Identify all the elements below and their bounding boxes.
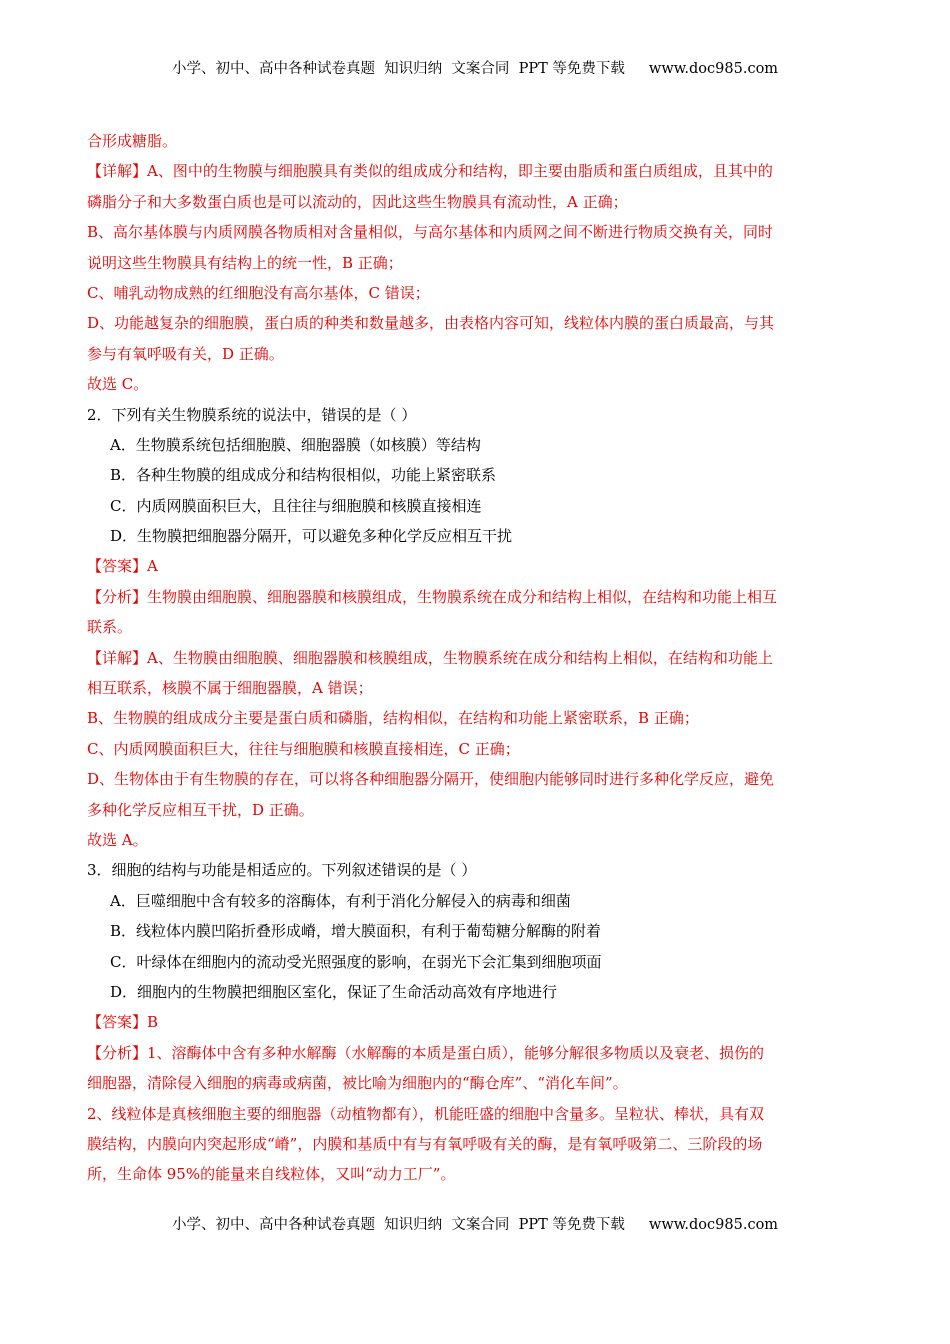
answer-line: B、高尔基体膜与内质网膜各物质相对含量相似，与高尔基体和内质网之间不断进行物质交换有关，同时	[87, 223, 774, 242]
option-line: D．生物膜把细胞器分隔开，可以避免多种化学反应相互干扰	[110, 527, 513, 546]
answer-line: 【分析】1、溶酶体中含有多种水解酶（水解酶的本质是蛋白质），能够分解很多物质以及衰老、损伤的	[87, 1043, 765, 1062]
answer-line: 故选 A。	[87, 830, 148, 849]
answer-line: 细胞器，清除侵入细胞的病毒或病菌，被比喻为细胞内的“酶仓库”、“消化车间”。	[87, 1074, 628, 1093]
answer-line: 【详解】A、图中的生物膜与细胞膜具有类似的组成成分和结构，即主要由脂质和蛋白质组成，且其中的	[87, 162, 773, 181]
answer-line: 【分析】生物膜由细胞膜、细胞器膜和核膜组成，生物膜系统在成分和结构上相似，在结构和功能上相互	[87, 587, 778, 606]
answer-line: 2、线粒体是真核细胞主要的细胞器（动植物都有），机能旺盛的细胞中含量多。呈粒状、棒状，具有双	[87, 1104, 765, 1123]
answer-line: 所，生命体 95%的能量来自线粒体，又叫“动力工厂”。	[87, 1165, 456, 1184]
option-line: A．巨噬细胞中含有较多的溶酶体，有利于消化分解侵入的病毒和细菌	[110, 891, 571, 910]
page-header	[0, 57, 950, 78]
answer-line: 故选 C。	[87, 375, 149, 394]
answer-line: C、内质网膜面积巨大，往往与细胞膜和核膜直接相连，C 正确；	[87, 739, 520, 758]
document-body	[87, 126, 867, 1190]
answer-line: 【答案】B	[87, 1013, 159, 1032]
answer-line: 膜结构，内膜向内突起形成“嵴”，内膜和基质中有与有氧呼吸有关的酶，是有氧呼吸第二、三阶段的场	[87, 1134, 763, 1153]
answer-line: C、哺乳动物成熟的红细胞没有高尔基体，C 错误；	[87, 283, 430, 302]
question-line: 3．细胞的结构与功能是相适应的。下列叙述错误的是（ ）	[87, 861, 477, 880]
answer-line: D、功能越复杂的细胞膜，蛋白质的种类和数量越多，由表格内容可知，线粒体内膜的蛋白质最高，与其	[87, 314, 775, 333]
option-line: D．细胞内的生物膜把细胞区室化，保证了生命活动高效有序地进行	[110, 982, 558, 1001]
option-line: C．叶绿体在细胞内的流动受光照强度的影响，在弱光下会汇集到细胞项面	[110, 952, 602, 971]
answer-line: 联系。	[87, 618, 133, 637]
question-line: 2．下列有关生物膜系统的说法中，错误的是（ ）	[87, 405, 417, 424]
page-footer	[0, 1213, 950, 1234]
answer-line: 参与有氧呼吸有关，D 正确。	[87, 344, 284, 363]
option-line: A．生物膜系统包括细胞膜、细胞器膜（如核膜）等结构	[110, 435, 481, 454]
footer-url[interactable]: www.doc985.com	[648, 1217, 779, 1233]
footer-text: 小学、初中、高中各种试卷真题 知识归纳 文案合同 PPT 等免费下载	[171, 1217, 625, 1233]
answer-line: 合形成糖脂。	[87, 132, 178, 150]
option-line: B．各种生物膜的组成成分和结构很相似，功能上紧密联系	[110, 466, 497, 485]
header-url[interactable]: www.doc985.com	[648, 61, 779, 77]
answer-line: 【详解】A、生物膜由细胞膜、细胞器膜和核膜组成，生物膜系统在成分和结构上相似，在结构和功能上	[87, 648, 773, 667]
answer-line: B、生物膜的组成成分主要是蛋白质和磷脂，结构相似，在结构和功能上紧密联系，B 正确；	[87, 709, 699, 728]
answer-line: 【答案】A	[87, 557, 158, 576]
answer-line: 多种化学反应相互干扰，D 正确。	[87, 800, 314, 819]
option-line: C．内质网膜面积巨大，且往往与细胞膜和核膜直接相连	[110, 496, 482, 515]
header-text: 小学、初中、高中各种试卷真题 知识归纳 文案合同 PPT 等免费下载	[171, 61, 625, 77]
answer-line: D、生物体由于有生物膜的存在，可以将各种细胞器分隔开，使细胞内能够同时进行多种化学反应，避免	[87, 770, 775, 789]
answer-line: 磷脂分子和大多数蛋白质也是可以流动的，因此这些生物膜具有流动性，A 正确；	[87, 192, 628, 211]
answer-line: 相互联系，核膜不属于细胞器膜，A 错误；	[87, 679, 373, 698]
option-line: B．线粒体内膜凹陷折叠形成嵴，增大膜面积，有利于葡萄糖分解酶的附着	[110, 922, 602, 941]
answer-line: 说明这些生物膜具有结构上的统一性，B 正确；	[87, 253, 403, 272]
